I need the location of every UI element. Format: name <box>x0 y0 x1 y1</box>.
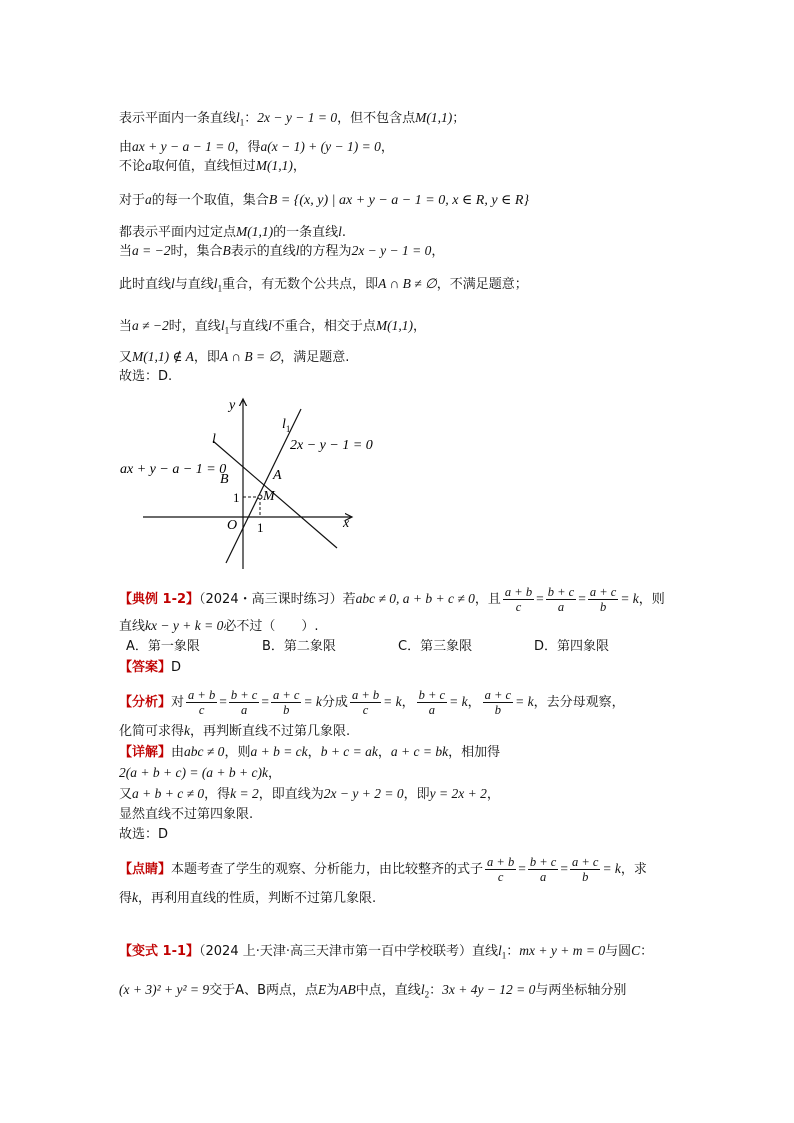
option-d: D．第四象限 <box>534 639 610 654</box>
solution-line-7: 此时直线l与直线$l_1$重合，有无数个公共点，即A ∩ B ≠ ∅，不满足题意； <box>119 276 528 294</box>
fraction-ab-c: $\frac{a + b}{c}$ <box>504 585 533 614</box>
solution-line-8: 当a ≠ −2时，直线$l_1$与直线l不重合，相交于点M(1,1)， <box>119 318 427 336</box>
detail-line-3: 又a + b + c ≠ 0，得k = 2，即直线为2x − y + 2 = 0，即y = 2x + 2， <box>119 786 500 802</box>
x-axis-label: x <box>343 516 350 531</box>
option-c: C．第三象限 <box>398 639 473 654</box>
solution-line-6: 当a = −2时，集合B表示的直线l的方程为2x − y − 1 = 0， <box>119 243 445 259</box>
detail-line-4: 显然直线不过第四象限. <box>119 807 254 822</box>
analysis-line-2: 化简可求得k，再判断直线不过第几象限. <box>119 723 351 739</box>
fraction-ac-b: $\frac{a + c}{b}$ <box>589 585 617 614</box>
label-a: A <box>273 468 282 483</box>
y-axis-label: y <box>229 398 236 413</box>
variant-line-1: 【变式 1-1】（2024 上·天津·高三天津市第一百中学校联考）直线$l_1$：mx + y + m = 0与圆C： <box>119 943 654 961</box>
option-b: B．第二象限 <box>262 639 336 654</box>
detail-line-2: 2(a + b + c) = (a + b + c)k， <box>119 765 282 781</box>
solution-line-5: 都表示平面内过定点M(1,1)的一条直线l. <box>119 224 347 240</box>
label-b: B <box>220 472 229 487</box>
coordinate-figure <box>115 393 375 573</box>
example-heading-line: 【典例 1-2】（2024・高三课时练习）若abc ≠ 0, a + b + c ≠ 0，且 $\frac{a + b}{c}$ = $\frac{b + c}{a}$ = $\frac{a + c}{b}$ = k，则 <box>119 585 665 614</box>
answer-tag: 【答案】 <box>119 660 172 675</box>
comment-line-2: 得k，再利用直线的性质，判断不过第几象限. <box>119 890 377 906</box>
solution-line-9: 又M(1,1) ∉ A，即A ∩ B = ∅，满足题意. <box>119 349 350 365</box>
detail-line-5: 故选：D <box>119 827 169 842</box>
solution-line-2: 由ax + y − a − 1 = 0，得a(x − 1) + (y − 1) = 0， <box>119 139 394 155</box>
solution-line-4: 对于a的每一个取值，集合B = {(x, y) | ax + y − a − 1 = 0, x ∈ R, y ∈ R} <box>119 192 530 208</box>
detail-line-1: 【详解】由abc ≠ 0，则a + b = ck，b + c = ak，a + c = bk，相加得 <box>119 744 501 760</box>
analysis-line-1: 【分析】对 $\frac{a + b}{c}$ = $\frac{b + c}{a}$ = $\frac{a + c}{b}$ = k分成 $\frac{a + b}{c}$ = k， $\frac{b + c}{a}$ = k， $\frac{a + c}{b}$ = k，去分母观察， <box>119 688 625 717</box>
label-l: l <box>212 432 216 447</box>
solution-line-1: 表示平面内一条直线$l_1$：2x − y − 1 = 0，但不包含点M(1,1)； <box>119 110 466 128</box>
comment-tag: 【点睛】 <box>119 862 172 877</box>
label-l1: $l_1$ <box>282 417 291 434</box>
tick-x-1: 1 <box>257 520 264 535</box>
comment-line-1: 【点睛】本题考查了学生的观察、分析能力，由比较整齐的式子 $\frac{a + b}{c}$ = $\frac{b + c}{a}$ = $\frac{a + c}{b}$ = k，求 <box>119 855 647 884</box>
equation-l1: 2x − y − 1 = 0 <box>290 438 373 453</box>
example-tag: 【典例 1-2】 <box>119 592 200 607</box>
point-m <box>258 495 262 499</box>
fraction-bc-a: $\frac{b + c}{a}$ <box>547 585 575 614</box>
variant-tag: 【变式 1-1】 <box>119 944 200 959</box>
equation-l: ax + y − a − 1 = 0 <box>120 462 227 477</box>
solution-line-10: 故选：D. <box>119 369 173 384</box>
analysis-tag: 【分析】 <box>119 695 172 710</box>
label-m: M <box>263 489 275 504</box>
detail-tag: 【详解】 <box>119 745 172 760</box>
variant-line-2: (x + 3)² + y² = 9交于A、B两点，点E为AB中点，直线$l_2$：3x + 4y − 12 = 0与两坐标轴分别 <box>119 982 627 1000</box>
answer-line: 【答案】D <box>119 660 182 675</box>
solution-line-3: 不论a取何值，直线恒过M(1,1)， <box>119 158 306 174</box>
option-a: A．第一象限 <box>126 639 200 654</box>
example-line-2: 直线kx − y + k = 0必不过（ ）. <box>119 618 319 634</box>
origin-label: O <box>227 518 238 533</box>
tick-y-1: 1 <box>233 490 240 505</box>
options-row <box>126 638 670 656</box>
